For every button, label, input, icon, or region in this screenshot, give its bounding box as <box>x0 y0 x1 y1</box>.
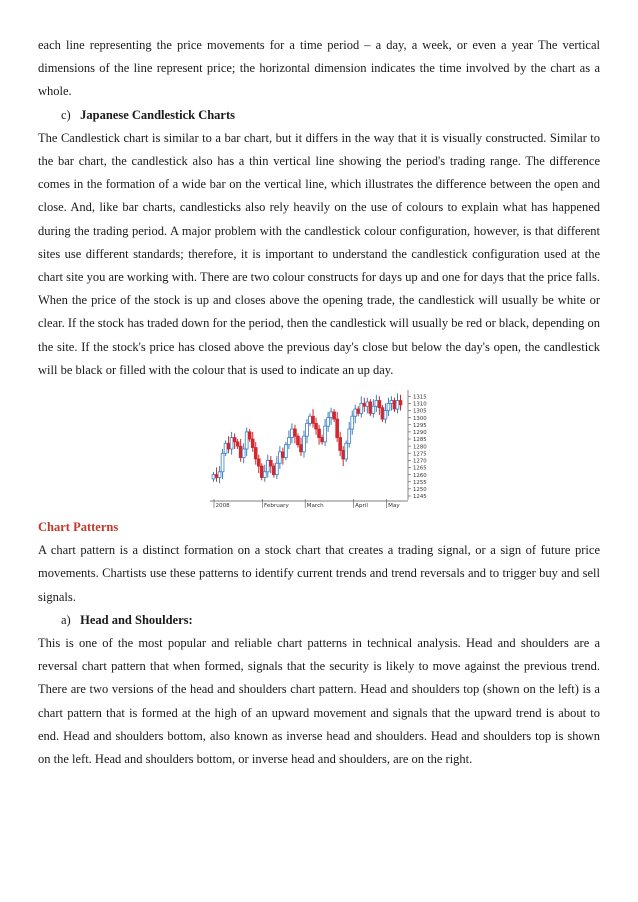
candle-body <box>393 401 396 410</box>
candle-body <box>300 445 303 452</box>
y-tick-label: 1290 <box>413 430 427 437</box>
x-tick-label: March <box>306 503 324 510</box>
candle-body <box>333 412 336 419</box>
y-tick-label: 1285 <box>413 437 427 444</box>
candle-body <box>212 475 215 479</box>
candle-body <box>239 446 242 457</box>
candle-body <box>284 445 287 458</box>
candle-body <box>390 401 393 404</box>
paragraph-intro: each line representing the price movements for a time period – a day, a week, or even a year The vertical dimensions of the line represent price; the horizontal dimension indicates the time involved by the chart as a whole. <box>38 38 600 99</box>
candle-body <box>309 416 312 423</box>
candle-body <box>375 401 378 407</box>
candle-body <box>345 443 348 459</box>
candle-body <box>233 438 236 442</box>
subheading-candlestick <box>38 104 600 127</box>
candle-body <box>378 401 381 408</box>
candle-body <box>306 423 309 436</box>
candle-body <box>321 438 324 442</box>
subheading-title: Japanese Candlestick Charts <box>80 107 235 122</box>
candle-body <box>236 442 239 446</box>
candle-body <box>336 419 339 438</box>
document-page <box>38 34 600 771</box>
subheading-head-and-shoulders <box>38 609 600 632</box>
candle-body <box>372 406 375 413</box>
candle-body <box>384 411 387 420</box>
candle-body <box>278 452 281 463</box>
y-tick-label: 1280 <box>413 444 427 451</box>
candle-body <box>381 408 384 419</box>
candle-body <box>330 412 333 418</box>
y-tick-label: 1310 <box>413 401 427 408</box>
candle-body <box>218 472 221 478</box>
candle-body <box>324 426 327 442</box>
candle-body <box>230 438 233 449</box>
candle-body <box>215 475 218 478</box>
paragraph-chart-patterns: A chart pattern is a distinct formation on a stock chart that creates a trading signal, or a sign of future price movements. Chartists use these patterns to identify current trends and trend reversals and to trigger buy and sell signals. <box>38 543 600 604</box>
candle-body <box>224 443 227 453</box>
candle-body <box>342 450 345 459</box>
x-tick-label: May <box>388 503 400 510</box>
candle-body <box>297 436 300 445</box>
candle-body <box>294 429 297 436</box>
y-tick-label: 1250 <box>413 487 427 494</box>
candle-body <box>327 418 330 427</box>
candle-body <box>318 429 321 438</box>
candle-body <box>369 402 372 413</box>
candle-body <box>254 448 257 459</box>
candle-body <box>242 449 245 458</box>
candle-body <box>266 460 269 471</box>
candle-body <box>291 429 294 438</box>
subheading-title: Head and Shoulders: <box>80 612 193 627</box>
candle-body <box>281 452 284 458</box>
x-tick-label: 2008 <box>215 503 230 510</box>
paragraph-candlestick: The Candlestick chart is similar to a bar chart, but it differs in the way that it is visually constructed. Similar to the bar chart, the candlestick also has a thin vertical line showing the period's trading range. The difference comes in the formation of a wide bar on the vertical line, which illustrates the difference between the open and close. And, like bar charts, candlesticks also rely heavily on the use of colours to explain what has happened during the trading period. A major problem with the candlestick colour configuration, however, is that different sites use different standards; therefore, it is important to understand the candlestick configuration used at the chart site you are working with. There are two colour constructs for days up and one for days that the price falls. When the price of the stock is up and closes above the opening trade, the candlestick will usually be white or clear. If the stock has traded down for the period, then the candlestick will usually be red or black, depending on the site. If the stock's price has closed above the previous day's close but below the day's open, the candlestick will be black or filled with the colour that is used to indicate an up day. <box>38 130 600 377</box>
candle-body <box>263 472 266 478</box>
y-tick-label: 1300 <box>413 415 427 422</box>
candlestick-chart-figure <box>38 388 600 516</box>
candle-body <box>312 416 315 423</box>
list-marker: c) <box>61 107 71 122</box>
candle-body <box>396 401 399 410</box>
y-tick-label: 1260 <box>413 472 427 479</box>
candle-body <box>363 403 366 406</box>
candle-body <box>354 409 357 416</box>
y-tick-label: 1245 <box>413 494 427 501</box>
candle-body <box>221 453 224 472</box>
candle-body <box>251 439 254 448</box>
candle-body <box>387 403 390 410</box>
candle-body <box>303 436 306 452</box>
candle-body <box>272 466 275 475</box>
y-tick-label: 1270 <box>413 458 427 465</box>
y-tick-label: 1255 <box>413 480 427 487</box>
y-tick-label: 1265 <box>413 465 427 472</box>
x-tick-label: April <box>355 503 368 510</box>
candle-body <box>275 463 278 474</box>
candle-body <box>399 401 402 405</box>
candle-body <box>269 460 272 466</box>
y-tick-label: 1275 <box>413 451 427 458</box>
candle-body <box>357 409 360 413</box>
candle-body <box>248 432 251 439</box>
candlestick-chart <box>208 388 427 516</box>
section-title-chart-patterns: Chart Patterns <box>38 520 119 535</box>
candle-body <box>366 402 369 406</box>
x-tick-label: February <box>264 503 289 510</box>
candle-body <box>257 459 260 466</box>
candle-body <box>339 438 342 451</box>
candle-body <box>260 466 263 477</box>
y-tick-label: 1315 <box>413 394 427 401</box>
candle-body <box>227 443 230 449</box>
candle-body <box>360 403 363 413</box>
candle-body <box>351 416 354 429</box>
candle-body <box>348 429 351 443</box>
candle-body <box>245 432 248 449</box>
y-tick-label: 1295 <box>413 423 427 430</box>
list-marker: a) <box>61 612 71 627</box>
candle-body <box>288 438 291 445</box>
paragraph-head-and-shoulders: This is one of the most popular and reliable chart patterns in technical analysis. Head and shoulders are a reversal chart pattern that when formed, signals that the security is likely to move against the previous trend. There are two versions of the head and shoulders chart pattern. Head and shoulders top (shown on the left) is a chart pattern that is formed at the high of an upward movement and signals that the upward trend is about to end. Head and shoulders bottom, also known as inverse head and shoulders. Head and shoulders top is shown on the left. Head and shoulders bottom, or inverse head and shoulders, are on the right. <box>38 636 600 767</box>
candle-body <box>315 423 318 429</box>
y-tick-label: 1305 <box>413 408 427 415</box>
